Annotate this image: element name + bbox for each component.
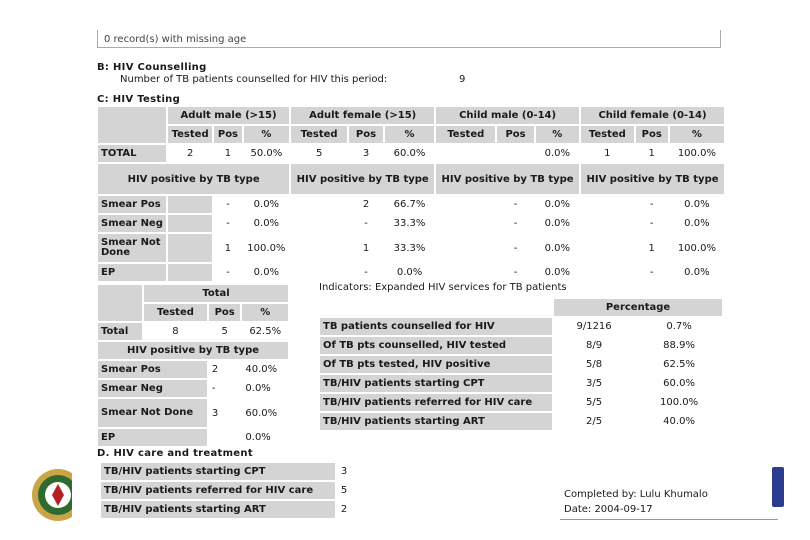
tb-row-label: EP [98,429,207,446]
indicator-ratio: 5/5 [554,394,634,411]
spacer-cell [291,196,347,213]
spacer-cell [168,234,213,262]
tb-cell: - [636,196,668,213]
total-row-label: Total [98,323,142,340]
care-value: 3 [337,463,351,480]
sub-header: Pos [497,126,533,143]
total-tb-row [98,361,288,378]
section-d-title: D. HIV care and treatment [97,448,253,459]
tb-count: - [209,380,241,397]
sub-header: % [670,126,724,143]
total-cell: 60.0% [385,145,434,162]
tb-cell: 0.0% [670,196,724,213]
tb-cell: - [349,264,383,281]
indicator-label: TB/HIV patients referred for HIV care [320,394,552,411]
indicator-ratio: 8/9 [554,337,634,354]
tb-pct: 0.0% [242,429,288,446]
indicators-header-row [320,299,722,316]
indicator-row [320,337,722,354]
indicator-pct: 40.0% [636,413,722,430]
total-summary-table [96,283,290,448]
care-value: 2 [337,501,351,518]
group-header: Adult male (>15) [168,107,289,124]
tb-cell: - [214,215,241,232]
sub-header: % [385,126,434,143]
sub-header: Tested [581,126,634,143]
total-row [98,145,724,162]
footer-divider [560,519,778,520]
sub-header: Pos [214,126,241,143]
indicator-label: TB/HIV patients starting CPT [320,375,552,392]
total-cell: 1 [581,145,634,162]
tb-row-label: Smear Neg [98,380,207,397]
tb-row [98,196,724,213]
total-cell: 8 [144,323,207,340]
spacer-cell [436,196,495,213]
spacer-cell [436,215,495,232]
sub-header: Tested [291,126,347,143]
tb-cell: - [497,264,533,281]
spacer-cell [168,215,213,232]
total-tb-row [98,429,288,446]
tb-cell: 0.0% [670,215,724,232]
total-tb-row [98,399,288,427]
spacer-cell [291,215,347,232]
indicator-row [320,318,722,335]
spacer-cell [291,264,347,281]
care-row [101,501,351,518]
completed-by: Completed by: Lulu Khumalo [564,489,708,500]
spacer-cell [168,196,213,213]
completion-date: Date: 2004-09-17 [564,504,653,515]
tb-row [98,264,724,281]
tb-pct: 40.0% [242,361,288,378]
indicator-pct: 88.9% [636,337,722,354]
total-header-row [98,285,288,302]
percentage-header: Percentage [554,299,722,316]
tb-type-header: HIV positive by TB type [98,164,289,194]
spacer-cell [581,264,634,281]
total-cell: 3 [349,145,383,162]
tb-row-label: Smear Neg [98,215,166,232]
tb-count: 2 [209,361,241,378]
care-row [101,482,351,499]
blank-header-cell [320,299,552,316]
tb-cell: 0.0% [244,215,290,232]
indicator-ratio: 2/5 [554,413,634,430]
indicators-caption: Indicators: Expanded HIV services for TB patients [319,282,567,293]
tb-cell: 1 [636,234,668,262]
tb-cell: 0.0% [536,264,579,281]
sub-header: Pos [636,126,668,143]
tb-row-label: Smear Not Done [98,234,166,262]
spacer-cell [581,215,634,232]
corner-cell [98,285,142,321]
tb-type-header: HIV positive by TB type [581,164,724,194]
spacer-cell [168,264,213,281]
section-c-title: C: HIV Testing [97,94,181,105]
sub-header: Tested [436,126,495,143]
tb-row [98,234,724,262]
tb-cell: 100.0% [244,234,290,262]
indicator-row [320,413,722,430]
total-tb-header-row [98,342,288,359]
care-label: TB/HIV patients starting CPT [101,463,335,480]
spacer-cell [581,234,634,262]
sub-header-row [98,126,724,143]
tb-row-label: Smear Pos [98,196,166,213]
sub-header: % [536,126,579,143]
indicator-pct: 60.0% [636,375,722,392]
tb-type-header: HIV positive by TB type [291,164,434,194]
tb-cell: 0.0% [536,234,579,262]
counselled-label: Number of TB patients counselled for HIV this period: [120,74,388,85]
tb-type-header-row [98,164,724,194]
tb-cell: - [497,196,533,213]
corner-cell [98,107,166,143]
indicator-ratio: 9/1216 [554,318,634,335]
tb-cell: 0.0% [670,264,724,281]
indicator-pct: 100.0% [636,394,722,411]
sub-header: Tested [168,126,213,143]
tb-cell: 33.3% [385,234,434,262]
sub-header: Pos [209,304,241,321]
total-cell: 5 [209,323,241,340]
indicator-ratio: 5/8 [554,356,634,373]
indicator-label: Of TB pts tested, HIV positive [320,356,552,373]
tb-cell: 33.3% [385,215,434,232]
partner-logo [772,467,784,507]
total-summary-row [98,323,288,340]
tb-type-header: HIV positive by TB type [98,342,288,359]
total-cell: 62.5% [242,323,288,340]
sub-header: Pos [349,126,383,143]
tb-cell: 0.0% [536,196,579,213]
sub-header: Tested [144,304,207,321]
tb-cell: - [636,215,668,232]
total-cell: 0.0% [536,145,579,162]
total-cell: 1 [214,145,241,162]
indicator-row [320,356,722,373]
tb-count: 3 [209,399,241,427]
tb-row [98,215,724,232]
tb-cell: 1 [214,234,241,262]
tb-cell: 1 [349,234,383,262]
tb-row-label: EP [98,264,166,281]
spacer-cell [581,196,634,213]
tb-cell: 0.0% [536,215,579,232]
care-row [101,463,351,480]
tb-cell: - [349,215,383,232]
tb-row-label: Smear Pos [98,361,207,378]
total-label: TOTAL [98,145,166,162]
care-label: TB/HIV patients referred for HIV care [101,482,335,499]
total-header: Total [144,285,288,302]
hiv-testing-table [96,105,726,283]
tb-count [209,429,241,446]
tb-cell: - [636,264,668,281]
total-cell: 100.0% [670,145,724,162]
spacer-cell [436,264,495,281]
group-header: Child female (0-14) [581,107,724,124]
total-cell: 1 [636,145,668,162]
total-cell: 5 [291,145,347,162]
spacer-cell [436,234,495,262]
total-cell: 50.0% [244,145,290,162]
indicator-ratio: 3/5 [554,375,634,392]
indicator-label: Of TB pts counselled, HIV tested [320,337,552,354]
tb-cell: 2 [349,196,383,213]
tb-cell: 0.0% [244,196,290,213]
tb-cell: 100.0% [670,234,724,262]
group-header: Adult female (>15) [291,107,434,124]
group-header-row [98,107,724,124]
total-tb-row [98,380,288,397]
indicator-row [320,375,722,392]
indicator-label: TB patients counselled for HIV [320,318,552,335]
spacer-cell [291,234,347,262]
care-value: 5 [337,482,351,499]
tb-cell: - [497,234,533,262]
tb-cell: 0.0% [244,264,290,281]
hiv-care-table [99,461,353,520]
indicator-row [320,394,722,411]
indicator-pct: 0.7% [636,318,722,335]
missing-age-note: 0 record(s) with missing age [104,34,247,45]
tb-cell: - [497,215,533,232]
total-cell: 2 [168,145,213,162]
indicator-pct: 62.5% [636,356,722,373]
tb-type-header: HIV positive by TB type [436,164,579,194]
tb-row-label: Smear Not Done [98,399,207,427]
section-b-title: B: HIV Counselling [97,62,207,73]
missing-age-note-box [97,30,721,48]
tb-pct: 0.0% [242,380,288,397]
tb-cell: - [214,264,241,281]
tb-cell: 0.0% [385,264,434,281]
counselled-value: 9 [459,74,466,85]
indicator-label: TB/HIV patients starting ART [320,413,552,430]
sub-header: % [242,304,288,321]
total-cell [436,145,495,162]
sub-header: % [244,126,290,143]
care-label: TB/HIV patients starting ART [101,501,335,518]
tb-cell: 66.7% [385,196,434,213]
group-header: Child male (0-14) [436,107,579,124]
indicators-table [318,297,724,432]
total-cell [497,145,533,162]
coat-of-arms-logo [28,462,72,528]
tb-cell: - [214,196,241,213]
tb-pct: 60.0% [242,399,288,427]
